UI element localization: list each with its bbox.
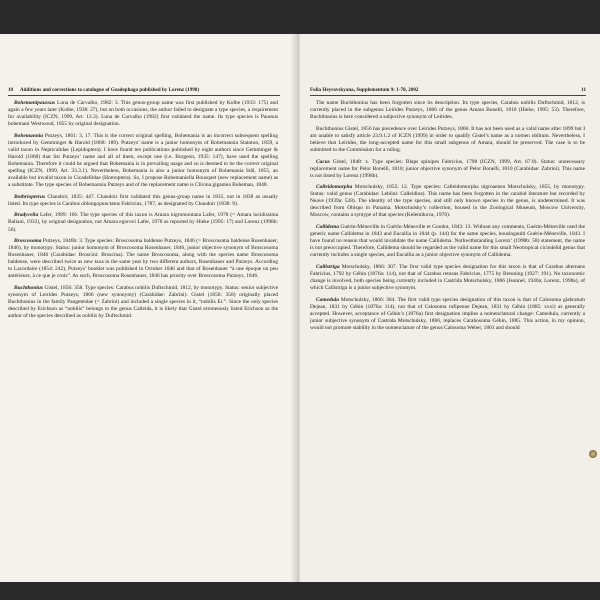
right-page-number: 11	[581, 88, 586, 93]
entry-paragraph	[310, 100, 585, 121]
right-header-rule	[310, 95, 586, 96]
entry-text: Buchthonius Gistel, 1856 has precedence over Leirides Putzeys, 1866. It has not been used as a valid name after 1899 but I am unable to satisfy article 23.9.1.2 of ICZN (1999) in order to qualify Gistel’s name as a nomen oblitum. Nevertheless, I believe that Leirides, the long-accepted name for this small subgenus of Amara, should be preserved. The case is to be submitted to the Commission for a ruling.	[310, 125, 585, 153]
entry-text: Motschulsky, 1855: 12. Type species: Calleidomorpha nigroaenea Motschulsky, 1855, by monotypy. Status: valid genus (Carabidae: Lebiini: Calleidina). This name has been forgotten in the carabid literature but recorded by Neave (1939a: 528). The identity of the type species, and still only known species in the genus, is undetermined. It was described from Obispo in Panama. Motschulsky’s collection, housed in the Zoological Museum, Moscow University, Moscow, contains a syntype of that species (Kelemikova, 1976).	[310, 184, 585, 219]
entry-paragraph	[8, 285, 278, 320]
entry-genus-name: Calleidomorpha	[316, 184, 353, 191]
open-book-spread	[0, 34, 600, 582]
entry-paragraph	[8, 100, 278, 128]
entry-genus-name: Callistriga	[316, 263, 340, 270]
entry-text: Gistel, 1856: 358. Type species: Carabus nobilis Duftschmid, 1812, by monotypy. Status: senior subjective synonym of Leirides Putzeys, 1866 (new synonymy) (Carabidae: Zabrini). Gistel (1856: 358) originally placed Buchthonius in the family Pangeteidae (= Zabrini) and included a single species in it, “nobilis Er.”. Since the only species described by Erichson as “nobilis” belongs to the genus Calleida, it is likely that Gistel erroneously listed Erichson as the author of the species described as nobilis by Duftschmid.	[8, 285, 278, 320]
entry-text: The name Buchthonius has been forgotten since its description. Its type species, Carabus nobilis Duftschmid, 1812, is currently placed in the subgenus Leirides Putzeys, 1866 of the genus Amara Bonelli, 1810 (Hieke, 1995: 53). Therefore, Buchthonius is here considered a subjective synonym of Leirides.	[310, 100, 585, 121]
left-header-rule	[8, 95, 280, 96]
entry-genus-name: Cacus	[316, 158, 330, 165]
right-running-head: Folia Heyrovskyana, Supplementum 9: 1-70, 2002	[310, 88, 419, 93]
entry-genus-name: Bothriopterus	[14, 193, 46, 200]
entry-text: Putzeys, 1861: 3, 17. This is the correct original spelling. Bohemania is an incorrect subsequent spelling introduced by Gemminger & Harold (1868: 189). Putzeys’ name is a junior homonym of Bohemannia Stainton, 1859, a valid taxon in Nepticulidae (Lepidoptera). I have found ten publications published by eight authors since Gemminger & Harold (1868) that list Putzeys’ name and all of them, except one (i.e. Burgeon, 1935: 147), have used the spelling Bohemania. Therefore it could be argued that Bohemania is in prevailing usage and so is deemed to be the correct original spelling (ICZN, 1999, Art. 33.3.1). Nevertheless, Bohemania is also a junior homonym of Bohemania Stål, 1855, an available but invalid taxon in Cicadellidae (Homoptera). So, I propose Bohemaniella Bousquet (new replacement name) as a substitute. The type species of Bohemannia Putzeys and of the replacement name is Clivina gigantea Boheman, 1848.	[8, 132, 278, 189]
entry-genus-name: Buchthonius	[14, 285, 44, 292]
entry-text: Guérin-Méneville in Guérin-Méneville et Goudot, 1843: 13. Without any comments, Guérin-Méneville used the generic name Callidema in 1843 and Eucallia in 1844 (p. 144) for the same species, bousingaulti Guérin-Méneville, 1843. I have found no reason that would invalidate the name Callidema. Nothwithstanding Lorenz’ (1998b: 58) statement, the name is not preoccupied. Therefore, Callidema should be regarded as the valid name for this small Neotropical cicindelid genus that currently includes a single species, and Eucallia as a junior objective synonym of Callidema.	[310, 224, 585, 259]
entry-genus-name: Camedula	[316, 296, 339, 303]
entry-genus-name: Bradycelia	[14, 212, 39, 219]
left-page	[0, 34, 296, 582]
entry-paragraph	[310, 297, 585, 332]
entry-paragraph	[310, 224, 585, 259]
entry-paragraph	[8, 212, 278, 233]
left-page-number: 10	[8, 88, 14, 93]
entry-text: Luna de Carvalho, 1982: 3. This genus-group name was first published by Kolbe (1933: 175) and again a few years later (Kolbe, 1938: 27), but on both occasions, the author failed to designate a type species, a requirement for availability (ICZN, 1999, Art. 13.3). Luna de Carvalho (1982) first validated the name. Its type species is Paussus bohemani Westwood, 1855 by original designation.	[8, 100, 278, 128]
right-page	[300, 34, 600, 582]
entry-text: Motschulsky, 1866: 307. The first valid type species designation for this taxon is that of Carabus alternans Fabricius, 1792 by Géhin (1876a: 114), not that of Carabus retusus Fabricius, 1775 by Breuning (1927: 191). No taxonomic change is involved, both species being currently included in Castrida Motschulsky, 1866 (Jeannel, 1940a; Lorenz, 1998a), of which Callistriga is a junior subjective synonym.	[310, 263, 585, 292]
entry-text: Lafer, 1989: 166. The type species of this taxon is Amara nigromontana Lafer, 1978 (= Amara lucidissima Baliani, 1932), by original designation, not Amara egorovi Lafer, 1978 as reported by Hieke (1995: 17) and Lorenz (1998b: 56).	[8, 212, 278, 233]
left-page-body	[8, 100, 278, 320]
entry-paragraph	[310, 264, 585, 292]
entry-text: Gistel, 1848: x. Type species: Blaps spinipes Fabricius, 1798 (ICZN, 1999, Art. 67.8). Status: unnecessary replacement name for Pelor Bonelli, 1810; junior objective synonym of Pelor Bonelli, 1810 (Carabidae: Zabrini). This name is not listed by Lorenz (1998b).	[310, 158, 585, 179]
entry-paragraph	[310, 126, 585, 154]
entry-genus-name: Callidema	[316, 224, 339, 231]
entry-paragraph	[8, 238, 278, 280]
entry-paragraph	[310, 159, 585, 180]
entry-genus-name: Broscosoma	[14, 238, 42, 245]
left-running-head: Additions and corrections to catalogue of Geadephaga published by Lorenz (1998)	[20, 88, 200, 93]
entry-text: Chaudoir, 1835: 447. Chaudoir first validated this genus-group name in 1835, not in 1838 as usually listed. Its type species is Carabus oblongopunctatus Fabricius, 1787, as designated by Chaudoir (1838: 9).	[8, 193, 278, 207]
entry-text: Motschulsky, 1866: 304. The first valid type species designation of this taxon is that of Calosoma glabratum Dejean, 1831 by Géhin (1876a: 114), not that of Calosoma rufipenne Dejean, 1831 by Géhin (1885: xxxi) as generally accepted. However, acceptance of Géhin’s (1876a) first designation implies a nomenclatural change: Camedula, currently a junior subjective synonym of Castrida Motschulsky, 1866, replaces Carabosoma Géhin, 1885. This action, in my opinion, would not promote stability in the nomenclature of the genus Calosoma Weber, 1801 and should	[310, 296, 585, 331]
entry-genus-name: Bohemanipaussus	[14, 100, 56, 106]
page-thumb-icon	[589, 450, 597, 458]
entry-genus-name: Bohemannia	[14, 132, 44, 139]
right-page-body	[310, 100, 585, 332]
entry-paragraph	[8, 194, 278, 208]
entry-paragraph	[310, 184, 585, 219]
entry-paragraph	[8, 133, 278, 189]
entry-text: Putzeys, 1846b: 3. Type species: Broscosoma baldense Putzeys, 1846 (= Broscosoma baldense Rosenhauer, 1846), by monotypy. Status: junior homonym of Broscosoma Rosenhauer, 1846, junior objective synonym of Broscosoma Rosenhauer, 1846 (Carabidae: Broscini: Broscina). The name Broscosoma, along with the species name Broscosoma baldense, were described twice as new taxa in the same year by two different authors, Rosenhauer and Putzeys. According to Lacordaire (1854: 242), Putzeys’ booklet was published in October 1846 and that of Rosenhauer “à une époque un peu antérieure, à ce que je crois”. As such, Broscosoma Rosenhauer, 1846 has priority over Broscosoma Putzeys, 1846.	[8, 238, 278, 280]
